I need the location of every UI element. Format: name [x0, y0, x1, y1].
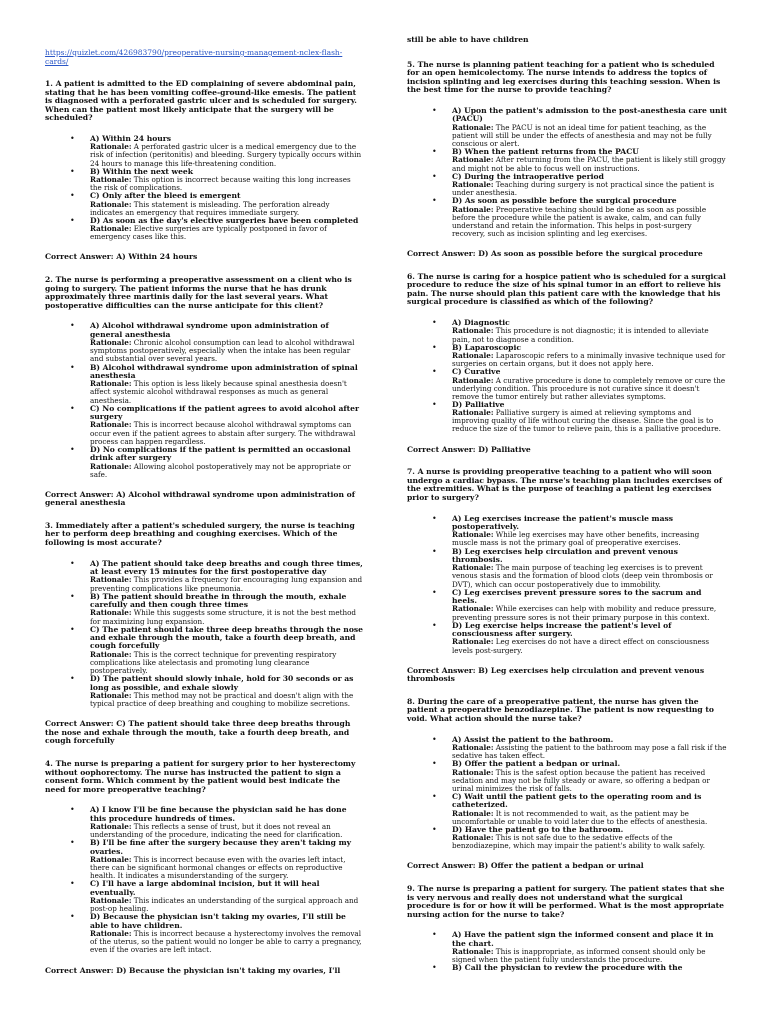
option-text: • C) Wait until the patient gets to the operating room and is catheterized. [452, 791, 702, 810]
question-4 [45, 760, 363, 975]
rationale-label: Rationale: [90, 199, 132, 209]
option-text: • B) Leg exercises help circulation and prevent venous thrombosis. [452, 546, 678, 564]
question-text: 2. The nurse is performing a preoperative assessment on a client who is going to surgery. The patient informs the nurse that he has drunk approximately three martinis daily for the last several years. What postoperative difficulties can the nurse anticipate for this client? [45, 275, 352, 310]
list-item [407, 622, 727, 655]
correct-answer-value: C) The patient should take three deep breaths through the nose and exhale through the mouth, take a fourth deep breath, and cough forcefully [45, 719, 351, 746]
rationale-text: Teaching during surgery is not practical since the patient is under anesthesia. [452, 180, 715, 198]
list-item [45, 405, 363, 446]
rationale-text: After returning from the PACU, the patient is likely still groggy and might not be able to focus well on instructions. [452, 155, 726, 173]
correct-answer [407, 667, 727, 684]
rationale-label: Rationale: [452, 637, 494, 647]
option-text: • C) No complications if the patient agrees to avoid alcohol after surgery [90, 403, 359, 421]
rationale-label: Rationale: [90, 575, 132, 585]
list-item [45, 560, 363, 593]
option-text: • D) Leg exercise helps increase the patient's level of consciousness after surgery. [452, 620, 672, 639]
question-5 [407, 61, 727, 259]
option-text: • C) I'll have a large abdominal incision, but it will heal eventually. [90, 879, 320, 897]
correct-answer-label: Correct Answer: [407, 444, 476, 454]
list-item [45, 322, 363, 363]
option-list [407, 931, 727, 972]
option-text: • C) During the intraoperative period [452, 171, 604, 181]
rationale-label: Rationale: [452, 563, 494, 573]
correct-answer-label: Correct Answer: [407, 861, 476, 871]
rationale-label: Rationale: [452, 204, 494, 214]
correct-answer-label: Correct Answer: [45, 489, 114, 499]
option-text: • B) Within the next week [90, 166, 194, 176]
list-item [45, 913, 363, 954]
question-text: 4. The nurse is preparing a patient for surgery prior to her hysterectomy without oophorectomy. The nurse has instructed the patient to sign a consent form. Which comment by the patient would best indicate the need for more preoperative teaching? [45, 758, 356, 794]
correct-answer-value: B) Offer the patient a bedpan or urinal [478, 861, 644, 871]
option-list [407, 736, 727, 851]
option-text: • C) Curative [452, 367, 501, 377]
list-item [407, 736, 727, 761]
option-text: • D) Palliative [452, 399, 505, 409]
rationale-text: While this suggests some structure, it is not the best method for maximizing lung expansion. [90, 608, 357, 626]
rationale-text: While exercises can help with mobility and reduce pressure, preventing pressure sores is not their primary purpose in this context. [452, 604, 717, 622]
option-text: • B) I'll be fine after the surgery because they aren't taking my ovaries. [90, 838, 352, 856]
list-item [407, 368, 727, 401]
rationale-label: Rationale: [452, 947, 494, 957]
rationale-label: Rationale: [90, 649, 132, 659]
correct-answer [407, 250, 727, 259]
rationale-label: Rationale: [90, 379, 132, 389]
option-text: • A) I know I'll be fine because the physician said he has done this procedure hundreds of times. [90, 805, 347, 823]
correct-answer [407, 446, 727, 455]
list-item [407, 760, 727, 793]
option-text: • A) The patient should take deep breaths and cough three times, at least every 15 minutes for the first postoperative day [90, 558, 363, 577]
rationale-label: Rationale: [452, 530, 494, 540]
option-text: • D) No complications if the patient is permitted an occasional drink after surgery [90, 444, 351, 463]
correct-answer-label: Correct Answer: [407, 249, 476, 259]
rationale-label: Rationale: [452, 833, 494, 843]
list-item [407, 344, 727, 369]
list-item [407, 173, 727, 198]
rationale-text: This is not safe due to the sedative effects of the benzodiazepine, which may impair the patient's ability to walk safely. [452, 833, 705, 851]
list-item [45, 446, 363, 479]
question-text: 1. A patient is admitted to the ED complaining of severe abdominal pain, stating that he has been vomiting coffee-ground-like emesis. The patient is diagnosed with a perforated gastric ulcer and is scheduled for surgery. When can the patient most likely anticipate that the surgery will be scheduled? [45, 79, 357, 123]
question-7 [407, 468, 727, 684]
rationale-label: Rationale: [452, 408, 494, 418]
rationale-text: This is incorrect because a hysterectomy involves the removal of the uterus, so the patient would no longer be able to carry a pregnancy, even if the ovaries are left intact. [90, 929, 362, 955]
rationale-text: This is the safest option because the patient has received sedation and may not be fully steady or aware, so offering a bedpan or urinal minimizes the risk of falls. [452, 767, 710, 793]
correct-answer [45, 253, 363, 262]
question-3 [45, 522, 363, 746]
rationale-label: Rationale: [452, 155, 494, 165]
rationale-text: Preoperative teaching should be done as soon as possible before the procedure while the patient is awake, calm, and can fully understand and retain the information. This helps in post-surgery recovery, such as incision splinting and leg exercises. [452, 204, 707, 238]
correct-answer [45, 491, 363, 508]
question-text: 9. The nurse is preparing a patient for surgery. The patient states that she is very nervous and really does not understand what the surgical procedure is for or how it will be performed. What is the most appropriate nursing action for the nurse to take? [407, 884, 725, 919]
rationale-text: Laparoscopic refers to a minimally invasive technique used for surgeries on certain organs, but it does not apply here. [452, 351, 726, 369]
correct-answer-value: A) Within 24 hours [116, 252, 198, 262]
question-text: 8. During the care of a preoperative patient, the nurse has given the patient a preoperative benzodiazepine. The patient is now requesting to void. What action should the nurse take? [407, 696, 714, 723]
rationale-label: Rationale: [90, 461, 132, 471]
rationale-text: A perforated gastric ulcer is a medical emergency due to the risk of infection (peritonitis) and bleeding. Surgery typically occurs within 24 hours to manage this life-threatening condition. [90, 142, 362, 168]
list-item [407, 401, 727, 434]
right-column [407, 0, 727, 973]
rationale-text: The main purpose of teaching leg exercises is to prevent venous stasis and the formation of blood clots (deep vein thrombosis or DVT), which can occur postoperatively due to immobility. [452, 563, 713, 589]
option-text: • B) Offer the patient a bedpan or urinal. [452, 759, 621, 769]
rationale-label: Rationale: [90, 690, 132, 700]
rationale-text: This provides a frequency for encouraging lung expansion and preventing complications like pneumonia. [90, 575, 363, 593]
list-item [407, 148, 727, 173]
rationale-label: Rationale: [452, 122, 494, 132]
option-list [407, 515, 727, 655]
list-item [407, 548, 727, 589]
rationale-label: Rationale: [452, 326, 494, 336]
list-item [407, 515, 727, 548]
rationale-text: Palliative surgery is aimed at relieving symptoms and improving quality of life without curing the disease. Since the goal is to reduce the size of the tumor to relieve pain, this is a palliative procedure. [452, 408, 721, 434]
rationale-label: Rationale: [452, 767, 494, 777]
option-text: • A) Have the patient sign the informed consent and place it in the chart. [452, 930, 714, 948]
rationale-text: This reflects a sense of trust, but it does not reveal an understanding of the procedure, indicating the need for clarification. [90, 822, 343, 840]
correct-answer-value: D) As soon as possible before the surgical procedure [478, 249, 703, 259]
list-item [45, 675, 363, 708]
option-list [45, 806, 363, 954]
rationale-label: Rationale: [90, 142, 132, 152]
question-text: 5. The nurse is planning patient teaching for a patient who is scheduled for an open hemicolectomy. The nurse intends to address the topics of incision splinting and leg exercises during this teaching session. When is the best time for the nurse to provide teaching? [407, 59, 721, 95]
list-item [45, 880, 363, 913]
rationale-label: Rationale: [452, 351, 494, 360]
rationale-text: Assisting the patient to the bathroom may pose a fall risk if the sedative has taken effect. [452, 743, 727, 761]
option-list [45, 135, 363, 241]
option-text: • D) The patient should slowly inhale, hold for 30 seconds or as long as possible, and exhale slowly [90, 674, 354, 692]
list-item [407, 964, 727, 972]
question-text: 3. Immediately after a patient's scheduled surgery, the nurse is teaching her to perform deep breathing and coughing exercises. Which of the following is most accurate? [45, 520, 355, 548]
list-item [45, 364, 363, 405]
list-item [45, 593, 363, 626]
rationale-text: This statement is misleading. The perforation already indicates an emergency that requires immediate surgery. [90, 199, 330, 217]
rationale-label: Rationale: [90, 224, 132, 234]
question-2 [45, 276, 363, 508]
option-text: • D) Because the physician isn't taking my ovaries, I'll still be able to have children. [90, 912, 346, 930]
list-item [45, 217, 363, 242]
option-text: • B) The patient should breathe in through the mouth, exhale carefully and then cough three times [90, 591, 347, 610]
option-text: • D) As soon as possible before the surgical procedure [452, 196, 677, 206]
rationale-text: This is incorrect because alcohol withdrawal symptoms can occur even if the patient agrees to abstain after surgery. The withdrawal process can happen regardless. [90, 420, 356, 446]
option-text: • D) Have the patient go to the bathroom. [452, 824, 624, 834]
list-item [45, 806, 363, 839]
list-item [45, 168, 363, 193]
list-item [407, 931, 727, 964]
rationale-text: A curative procedure is done to completely remove or cure the underlying condition. This procedure is not curative since it doesn't remove the tumor entirely but rather alleviates symptoms. [452, 375, 726, 401]
rationale-text: This method may not be practical and doesn't align with the typical practice of deep breathing and coughing to mobilize secretions. [90, 690, 354, 709]
option-text: • C) The patient should take three deep breaths through the nose and exhale through the mouth, take a fourth deep breath, and cough forcefully [90, 624, 363, 651]
option-text: • A) Leg exercises increase the patient's muscle mass postoperatively. [452, 513, 674, 531]
list-item [407, 589, 727, 622]
option-text: • A) Alcohol withdrawal syndrome upon administration of general anesthesia [90, 321, 329, 339]
list-item [407, 319, 727, 344]
question-9 [407, 885, 727, 973]
rationale-label: Rationale: [90, 855, 132, 865]
rationale-text: Chronic alcohol consumption can lead to alcohol withdrawal symptoms postoperatively, especially when the intake has been regular and substantial over several years. [90, 338, 355, 364]
rationale-text: It is not recommended to wait, as the patient may be uncomfortable or unable to void later due to the effects of anesthesia. [452, 808, 708, 826]
source-link[interactable]: https://quizlet.com/426983790/preoperative-nursing-management-nclex-flash-cards/ [45, 48, 343, 66]
rationale-label: Rationale: [452, 604, 494, 614]
rationale-label: Rationale: [90, 929, 132, 939]
rationale-text: Leg exercises do not have a direct effect on consciousness levels post-surgery. [452, 637, 710, 655]
option-text: • B) Call the physician to review the procedure with the [452, 963, 683, 973]
question-6 [407, 273, 727, 455]
rationale-label: Rationale: [452, 375, 494, 385]
option-list [407, 107, 727, 238]
option-text: • C) Leg exercises prevent pressure sores to the sacrum and heels. [452, 587, 702, 606]
rationale-label: Rationale: [90, 896, 132, 906]
rationale-text: This option is incorrect because waiting this long increases the risk of complications. [90, 175, 351, 193]
list-item [407, 197, 727, 238]
option-list [407, 319, 727, 434]
correct-answer-label: Correct Answer: [45, 252, 114, 262]
rationale-text: While leg exercises may have other benefits, increasing muscle mass is not the primary goal of preoperative exercises. [452, 530, 700, 548]
correct-answer [407, 862, 727, 871]
rationale-text: This is inappropriate, as informed consent should only be signed when the patient fully understands the procedure. [452, 947, 706, 965]
option-text: • A) Within 24 hours [90, 133, 172, 143]
answer-continuation: still be able to have children [407, 35, 529, 44]
rationale-text: This procedure is not diagnostic; it is intended to alleviate pain, not to diagnose a condition. [452, 326, 709, 344]
list-item [45, 192, 363, 217]
question-1 [45, 80, 363, 262]
option-text: • B) When the patient returns from the PACU [452, 147, 639, 157]
option-text: • B) Laparoscopic [452, 342, 521, 352]
rationale-label: Rationale: [90, 338, 132, 348]
rationale-text: This is the correct technique for preventing respiratory complications like atelectasis and promoting lung clearance postoperatively. [90, 649, 337, 676]
left-column [45, 0, 363, 975]
list-item [45, 839, 363, 880]
rationale-text: This indicates an understanding of the surgical approach and post-op healing. [90, 896, 359, 914]
correct-answer-value: A) Alcohol withdrawal syndrome upon administration of general anesthesia [45, 489, 355, 508]
list-item [407, 826, 727, 851]
rationale-label: Rationale: [90, 608, 132, 618]
rationale-text: Allowing alcohol postoperatively may not be appropriate or safe. [90, 461, 351, 479]
rationale-text: This option is less likely because spinal anesthesia doesn't affect systemic alcohol withdrawal responses as much as general anesthesia. [90, 379, 347, 405]
rationale-label: Rationale: [90, 822, 132, 832]
option-text: • A) Upon the patient's admission to the post-anesthesia care unit (PACU) [452, 105, 727, 124]
list-item [407, 107, 727, 148]
rationale-label: Rationale: [452, 180, 494, 190]
rationale-label: Rationale: [90, 420, 132, 430]
list-item [407, 793, 727, 826]
rationale-label: Rationale: [452, 808, 494, 818]
list-item [45, 626, 363, 676]
option-text: • C) Only after the bleed is emergent [90, 191, 241, 201]
correct-answer-value: D) Palliative [478, 444, 531, 454]
correct-answer-label: Correct Answer: [45, 965, 114, 975]
option-list [45, 560, 363, 709]
rationale-text: This is incorrect because even with the ovaries left intact, there can be significant hormonal changes or effects on reproductive health. It indicates a misunderstanding of the surgery. [90, 855, 346, 881]
option-text: • D) As soon as the day's elective surgeries have been completed [90, 215, 359, 225]
rationale-text: The PACU is not an ideal time for patient teaching, as the patient will still be under the effects of anesthesia and may not be fully conscious or alert. [452, 122, 712, 148]
option-text: • A) Diagnostic [452, 318, 510, 327]
option-list [45, 322, 363, 478]
correct-answer-value: B) Leg exercises help circulation and prevent venous thrombosis [407, 665, 705, 684]
rationale-text: Elective surgeries are typically postponed in favor of emergency cases like this. [90, 224, 327, 242]
correct-answer [45, 967, 363, 976]
correct-answer-label: Correct Answer: [407, 665, 476, 675]
list-item [45, 135, 363, 168]
question-text: 6. The nurse is caring for a hospice patient who is scheduled for a surgical procedure to reduce the size of his spinal tumor in an effort to relieve his pain. The nurse should plan this patient care with the knowledge that his surgical procedure is classified as which of the following? [407, 271, 726, 307]
correct-answer [45, 720, 363, 746]
option-text: • A) Assist the patient to the bathroom. [452, 734, 614, 744]
rationale-label: Rationale: [452, 743, 494, 752]
question-8 [407, 698, 727, 871]
correct-answer-label: Correct Answer: [45, 719, 114, 729]
question-text: 7. A nurse is providing preoperative teaching to a patient who will soon undergo a cardiac bypass. The nurse's teaching plan includes exercises of the extremities. What is the purpose of teaching a patient leg exercises prior to surgery? [407, 467, 723, 502]
option-text: • B) Alcohol withdrawal syndrome upon administration of spinal anesthesia [90, 362, 358, 380]
rationale-label: Rationale: [90, 175, 132, 185]
correct-answer-value: D) Because the physician isn't taking my ovaries, I'll [116, 965, 341, 975]
